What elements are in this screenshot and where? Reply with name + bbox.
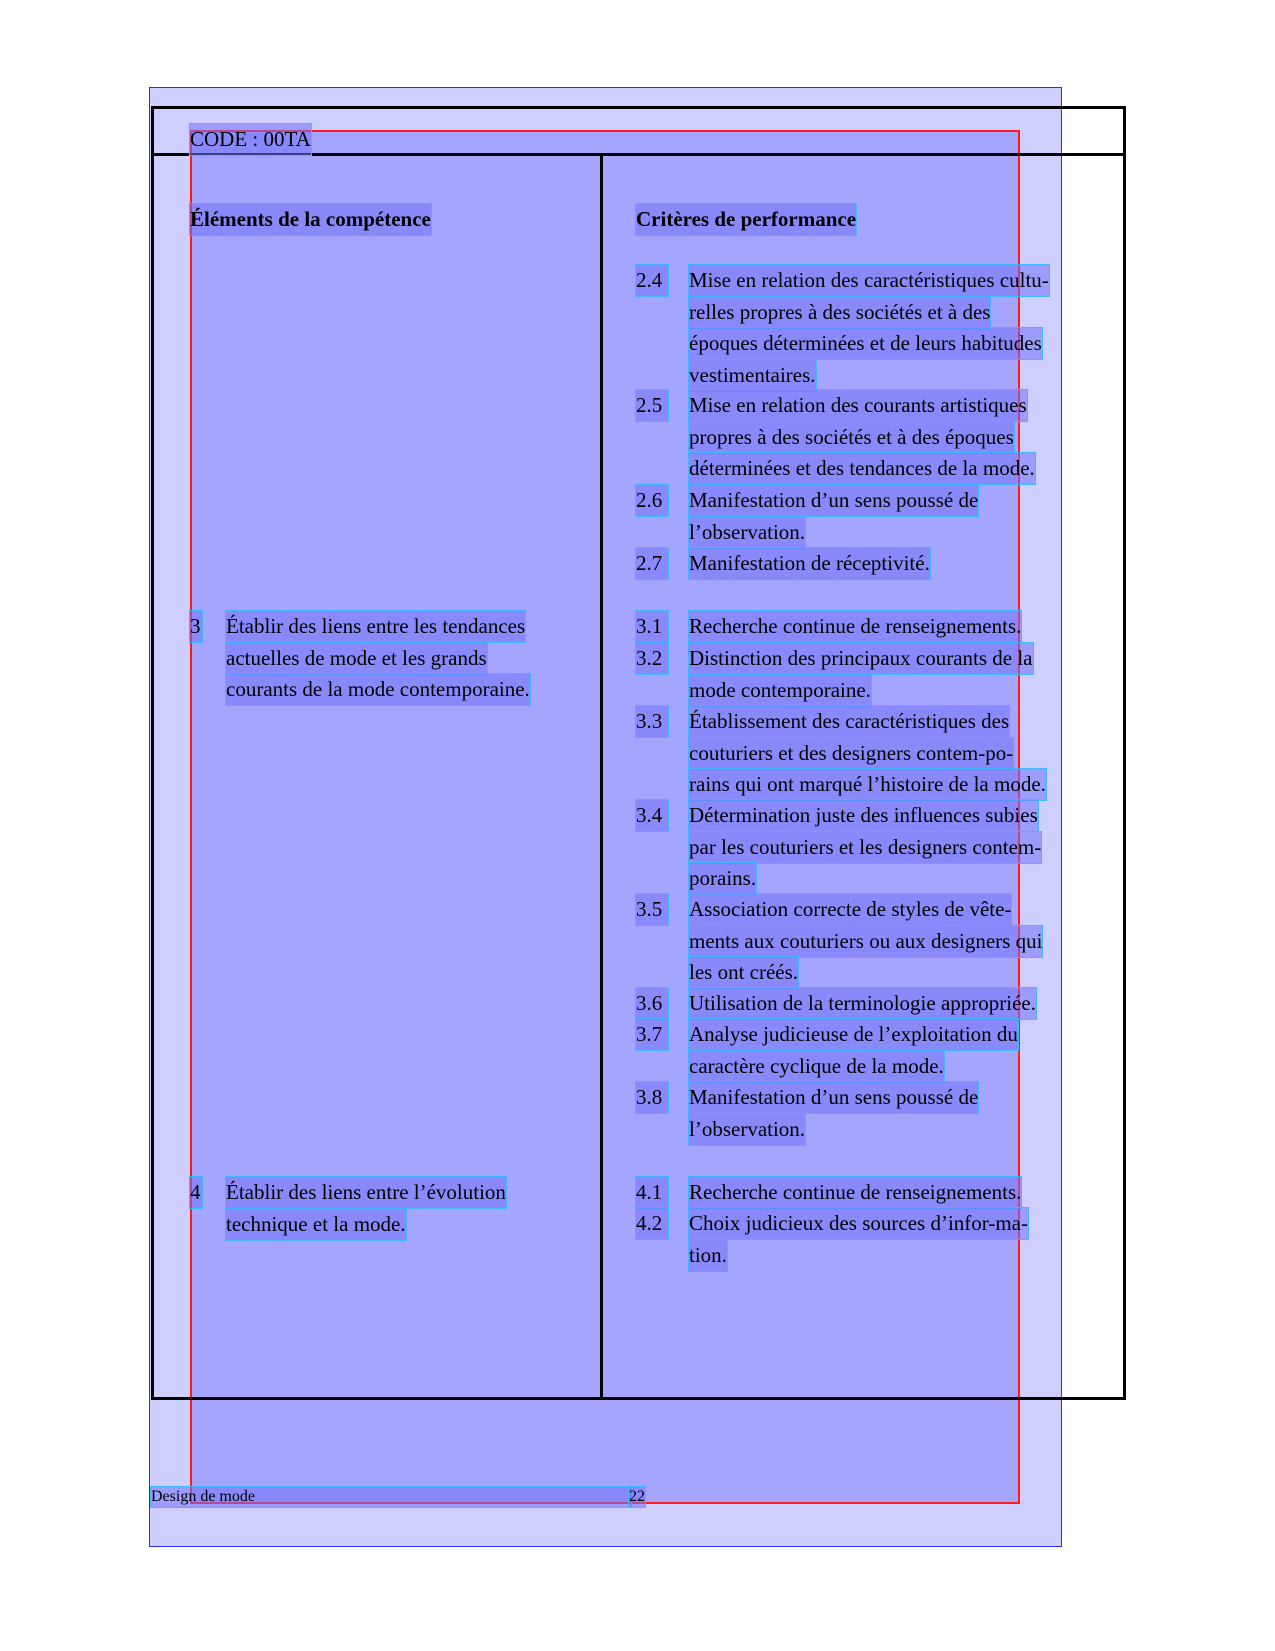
criterion-text-line: ments aux couturiers ou aux designers qui xyxy=(689,926,1042,957)
criterion-text-line: vestimentaires. xyxy=(689,360,816,391)
criterion-text-line: mode contemporaine. xyxy=(689,675,871,706)
criterion-text-line: Distinction des principaux courants de la xyxy=(689,643,1033,674)
criterion-number: 3.6 xyxy=(636,988,668,1019)
criterion-number: 3.4 xyxy=(636,800,668,831)
column-divider xyxy=(600,156,603,1397)
criterion-number: 3.2 xyxy=(636,643,668,674)
criterion-text-line: l’observation. xyxy=(689,517,805,548)
criterion-number: 3.1 xyxy=(636,611,668,642)
criterion-text-line: propres à des sociétés et à des époques xyxy=(689,422,1014,453)
criterion-number: 3.7 xyxy=(636,1019,668,1050)
criterion-text-line: Manifestation d’un sens poussé de xyxy=(689,1082,978,1113)
criterion-text-line: Mise en relation des courants artistiques xyxy=(689,390,1027,421)
code-label: CODE : 00TA xyxy=(190,124,311,155)
criterion-number: 4.1 xyxy=(636,1177,668,1208)
criterion-text-line: Établissement des caractéristiques des xyxy=(689,706,1009,737)
criterion-text-line: tion. xyxy=(689,1240,727,1271)
criterion-text-line: époques déterminées et de leurs habitudes xyxy=(689,328,1042,359)
criterion-number: 3.8 xyxy=(636,1082,668,1113)
criterion-text-line: porains. xyxy=(689,863,756,894)
element-text-line: technique et la mode. xyxy=(226,1209,406,1240)
criterion-text-line: caractère cyclique de la mode. xyxy=(689,1051,944,1082)
criterion-number: 2.6 xyxy=(636,485,668,516)
criterion-number: 4.2 xyxy=(636,1208,668,1239)
element-text-line: Établir des liens entre les tendances xyxy=(226,611,525,642)
criterion-text-line: relles propres à des sociétés et à des xyxy=(689,297,990,328)
criterion-text-line: Utilisation de la terminologie appropriée. xyxy=(689,988,1036,1019)
criterion-number: 2.5 xyxy=(636,390,668,421)
criterion-text-line: Manifestation d’un sens poussé de xyxy=(689,485,978,516)
footer-title: Design de mode xyxy=(151,1487,631,1507)
element-number: 4 xyxy=(190,1177,202,1208)
criterion-text-line: déterminées et des tendances de la mode. xyxy=(689,453,1035,484)
criterion-number: 3.5 xyxy=(636,894,668,925)
criterion-number: 3.3 xyxy=(636,706,668,737)
criterion-text-line: couturiers et des designers contem-po- xyxy=(689,738,1013,769)
criterion-text-line: Mise en relation des caractéristiques cultu- xyxy=(689,265,1049,296)
criterion-text-line: rains qui ont marqué l’histoire de la mode. xyxy=(689,769,1046,800)
criterion-number: 2.4 xyxy=(636,265,668,296)
element-text-line: actuelles de mode et les grands xyxy=(226,643,487,674)
criterion-text-line: Analyse judicieuse de l’exploitation du xyxy=(689,1019,1018,1050)
criterion-text-line: Choix judicieux des sources d’infor-ma- xyxy=(689,1208,1028,1239)
criterion-text-line: par les couturiers et les designers contem- xyxy=(689,832,1041,863)
criterion-text-line: Détermination juste des influences subies xyxy=(689,800,1038,831)
criterion-text-line: l’observation. xyxy=(689,1114,805,1145)
criterion-number: 2.7 xyxy=(636,548,668,579)
criterion-text-line: Recherche continue de renseignements. xyxy=(689,611,1021,642)
criterion-text-line: Recherche continue de renseignements. xyxy=(689,1177,1021,1208)
criterion-text-line: Association correcte de styles de vête- xyxy=(689,894,1011,925)
criteria-header: Critères de performance xyxy=(636,204,856,235)
element-text-line: Établir des liens entre l’évolution xyxy=(226,1177,506,1208)
criterion-text-line: Manifestation de réceptivité. xyxy=(689,548,930,579)
page-number: 22 xyxy=(629,1488,645,1505)
criterion-text-line: les ont créés. xyxy=(689,957,798,988)
element-text-line: courants de la mode contemporaine. xyxy=(226,674,530,705)
element-number: 3 xyxy=(190,611,202,642)
elements-header: Éléments de la compétence xyxy=(190,204,431,235)
